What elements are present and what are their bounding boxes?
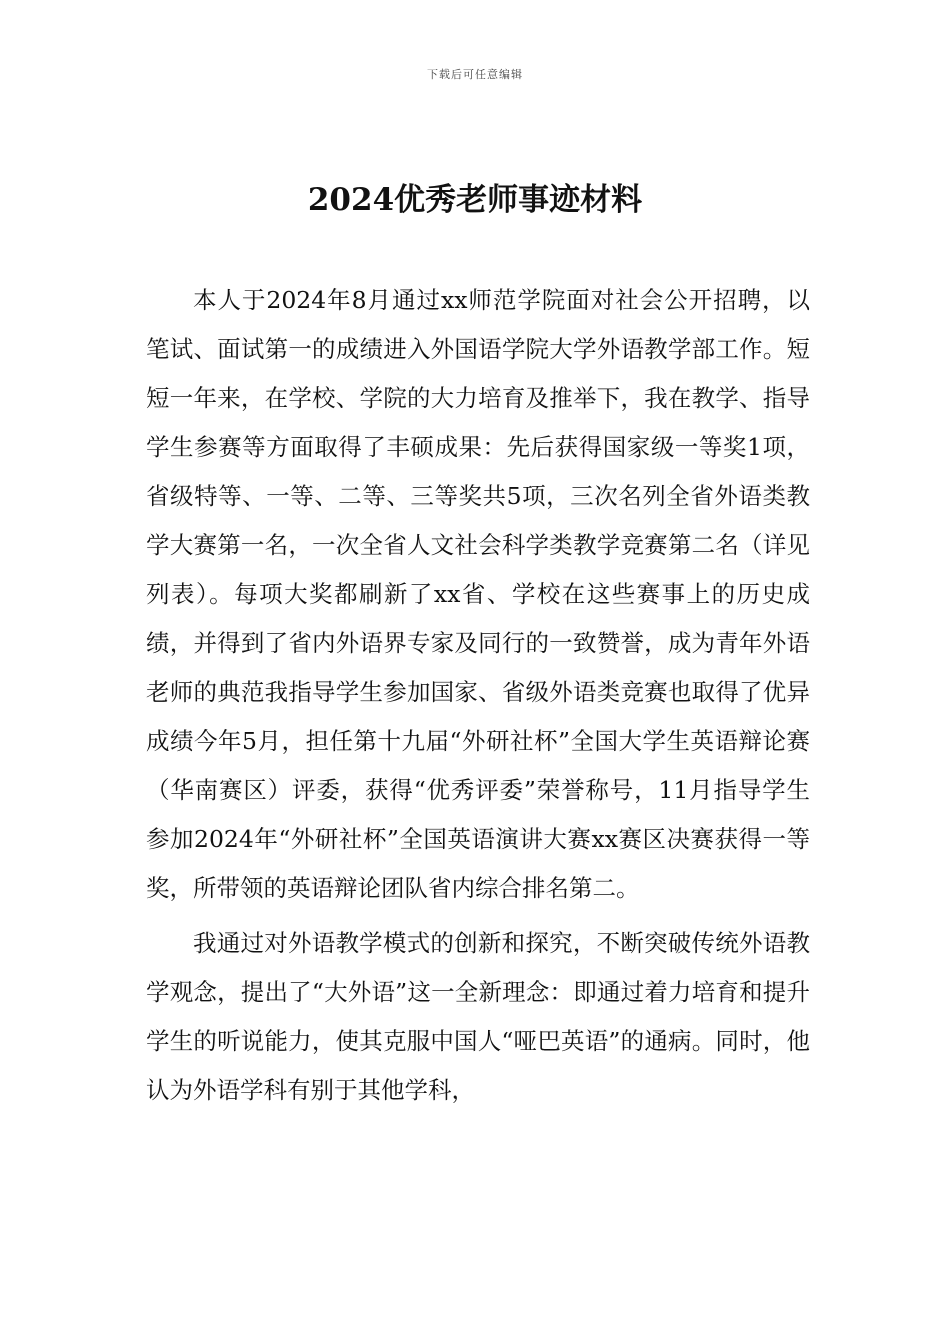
document-title: 2024优秀老师事迹材料 xyxy=(307,182,643,218)
paragraph-1: 本人于2024年8月通过xx师范学院面对社会公开招聘，以笔试、面试第一的成绩进入外国语学院大学外语教学部工作。短短一年来，在学校、学院的大力培育及推举下，我在教学、指导学生参赛等方面取得了丰硕成果：先后获得国家级一等奖1项，省级特等、一等、二等、三等奖共5项，三次名列全省外语类教学大赛第一名，一次全省人文社会科学类教学竞赛第二名（详见列表）。每项大奖都刷新了xx省、学校在这些赛事上的历史成绩，并得到了省内外语界专家及同行的一致赞誉，成为青年外语老师的典范我指导学生参加国家、省级外语类竞赛也取得了优异成绩今年5月，担任第十九届“外研社杯”全国大学生英语辩论赛（华南赛区）评委，获得“优秀评委”荣誉称号，11月指导学生参加2024年“外研社杯”全国英语演讲大赛xx赛区决赛获得一等奖，所带领的英语辩论团队省内综合排名第二。 xyxy=(146,286,810,902)
document-body xyxy=(146,276,810,1115)
header-note: 下载后可任意编辑 xyxy=(427,68,523,81)
paragraph-2: 我通过对外语教学模式的创新和探究，不断突破传统外语教学观念，提出了“大外语”这一全新理念：即通过着力培育和提升学生的听说能力，使其克服中国人“哑巴英语”的通病。同时，他认为外语学科有别于其他学科， xyxy=(146,929,810,1104)
